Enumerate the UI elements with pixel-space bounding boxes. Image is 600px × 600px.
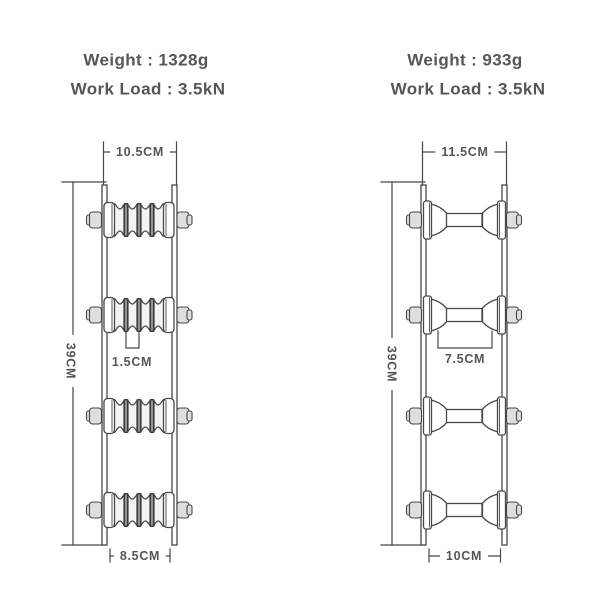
left-inner-width-dimension-label: 8.5CM bbox=[114, 549, 166, 564]
right-weight-label: Weight : 933g bbox=[407, 50, 523, 70]
groove-pitch-bracket bbox=[126, 332, 139, 349]
left-side-plate-right bbox=[172, 185, 177, 545]
spool-roller-3 bbox=[407, 397, 522, 435]
left-weight-label: Weight : 1328g bbox=[83, 50, 209, 70]
roller-width-dimension-label: 7.5CM bbox=[442, 352, 488, 367]
left-width-dimension-label: 10.5CM bbox=[110, 145, 170, 160]
left-height-dimension-label: 39CM bbox=[63, 335, 78, 387]
left-work-load-label: Work Load : 3.5kN bbox=[70, 79, 226, 99]
left-pulley-drawing bbox=[62, 142, 192, 562]
right-height-dimension-label: 39CM bbox=[384, 338, 399, 390]
roller-width-bracket bbox=[438, 331, 492, 348]
spool-roller-4 bbox=[407, 491, 522, 529]
right-inner-width-dimension-label: 10CM bbox=[440, 549, 488, 564]
right-work-load-label: Work Load : 3.5kN bbox=[390, 79, 546, 99]
right-width-dimension-label: 11.5CM bbox=[435, 145, 494, 160]
spool-roller-2 bbox=[407, 296, 522, 334]
groove-pitch-dimension-label: 1.5CM bbox=[109, 355, 155, 370]
left-side-plate-left bbox=[102, 185, 107, 545]
spool-roller-1 bbox=[407, 201, 522, 239]
